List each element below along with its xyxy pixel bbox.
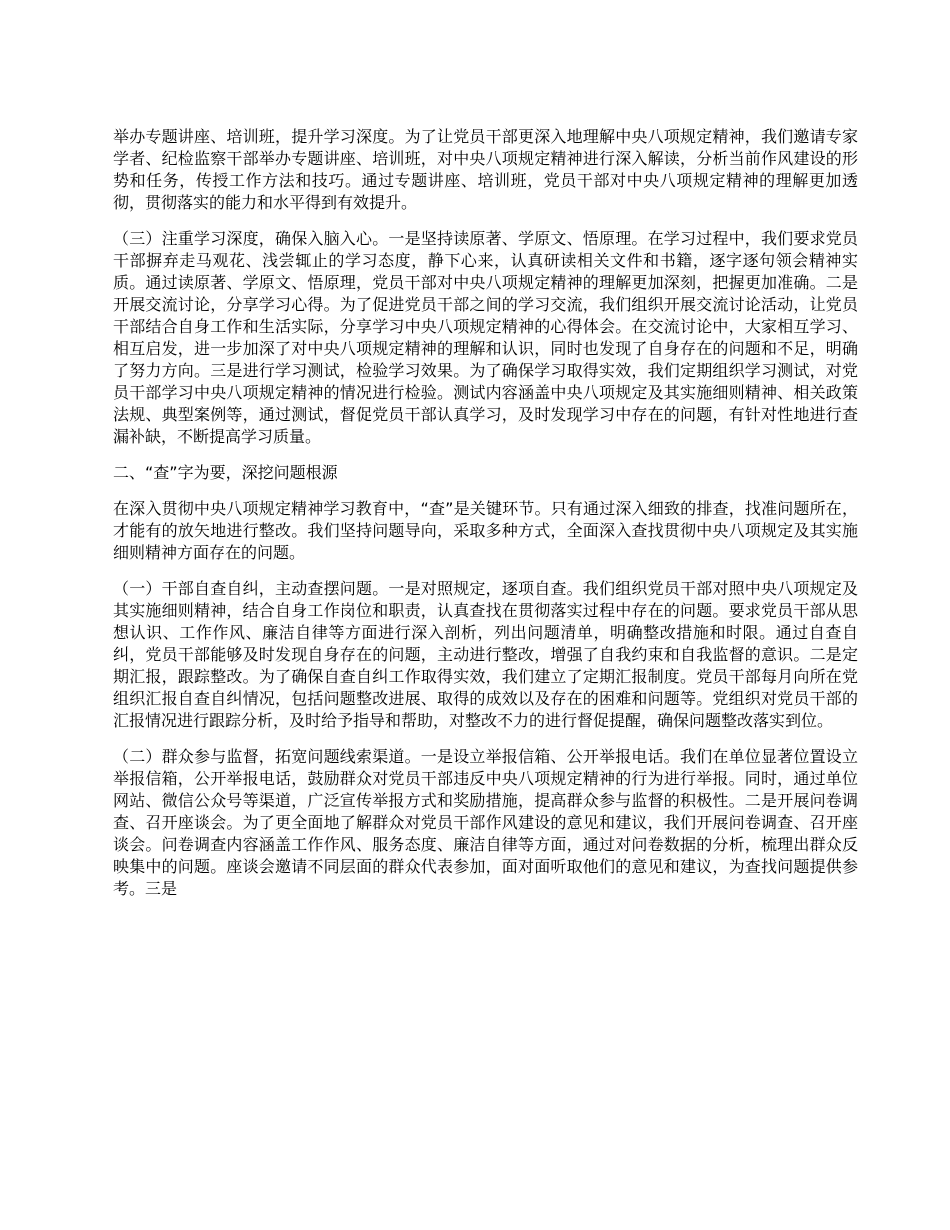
paragraph-study-depth: （三）注重学习深度，确保入脑入心。一是坚持读原著、学原文、悟原理。在学习过程中，我们要求党员干部摒弃走马观花、浅尝辄止的学习态度，静下心来，认真研读相关文件和书籍，逐字逐句领会精神实质。通过读原著、学原文、悟原理，党员干部对中央八项规定精神的理解更加深刻，把握更加准确。二是开展交流讨论，分享学习心得。为了促进党员干部之间的学习交流，我们组织开展交流讨论活动，让党员干部结合自身工作和生活实际，分享学习中央八项规定精神的心得体会。在交流讨论中，大家相互学习、相互启发，进一步加深了对中央八项规定精神的理解和认识，同时也发现了自身存在的问题和不足，明确了努力方向。三是进行学习测试，检验学习效果。为了确保学习取得实效，我们定期组织学习测试，对党员干部学习中央八项规定精神的情况进行检验。测试内容涵盖中央八项规定及其实施细则精神、相关政策法规、典型案例等，通过测试，督促党员干部认真学习，及时发现学习中存在的问题，有针对性地进行查漏补缺，不断提高学习质量。 xyxy=(113,229,858,446)
document-body xyxy=(113,126,858,914)
paragraph-lecture-training: 举办专题讲座、培训班，提升学习深度。为了让党员干部更深入地理解中央八项规定精神，我们邀请专家学者、纪检监察干部举办专题讲座、培训班，对中央八项规定精神进行深入解读，分析当前作风建设的形势和任务，传授工作方法和技巧。通过专题讲座、培训班，党员干部对中央八项规定精神的理解更加透彻，贯彻落实的能力和水平得到有效提升。 xyxy=(113,127,858,212)
paragraph-investigate-intro: 在深入贯彻中央八项规定精神学习教育中，“查”是关键环节。只有通过深入细致的排查，找准问题所在，才能有的放矢地进行整改。我们坚持问题导向，采取多种方式，全面深入查找贯彻中央八项规定及其实施细则精神方面存在的问题。 xyxy=(113,499,858,562)
section-heading-investigate: 二、“查”字为要，深挖问题根源 xyxy=(113,463,338,482)
paragraph-self-inspection: （一）干部自查自纠，主动查摆问题。一是对照规定，逐项自查。我们组织党员干部对照中央八项规定及其实施细则精神，结合自身工作岗位和职责，认真查找在贯彻落实过程中存在的问题。要求党员干部从思想认识、工作作风、廉洁自律等方面进行深入剖析，列出问题清单，明确整改措施和时限。通过自查自纠，党员干部能够及时发现自身存在的问题，主动进行整改，增强了自我约束和自我监督的意识。二是定期汇报，跟踪整改。为了确保自查自纠工作取得实效，我们建立了定期汇报制度。党员干部每月向所在党组织汇报自查自纠情况，包括问题整改进展、取得的成效以及存在的困难和问题等。党组织对党员干部的汇报情况进行跟踪分析，及时给予指导和帮助，对整改不力的进行督促提醒，确保问题整改落实到位。 xyxy=(113,579,858,730)
paragraph-public-supervision: （二）群众参与监督，拓宽问题线索渠道。一是设立举报信箱、公开举报电话。我们在单位显著位置设立举报信箱，公开举报电话，鼓励群众对党员干部违反中央八项规定精神的行为进行举报。同时，通过单位网站、微信公众号等渠道，广泛宣传举报方式和奖励措施，提高群众参与监督的积极性。二是开展问卷调查、召开座谈会。为了更全面地了解群众对党员干部作风建设的意见和建议，我们开展问卷调查、召开座谈会。问卷调查内容涵盖工作作风、服务态度、廉洁自律等方面，通过对问卷数据的分析，梳理出群众反映集中的问题。座谈会邀请不同层面的群众代表参加，面对面听取他们的意见和建议，为查找问题提供参考。三是 xyxy=(113,747,858,898)
